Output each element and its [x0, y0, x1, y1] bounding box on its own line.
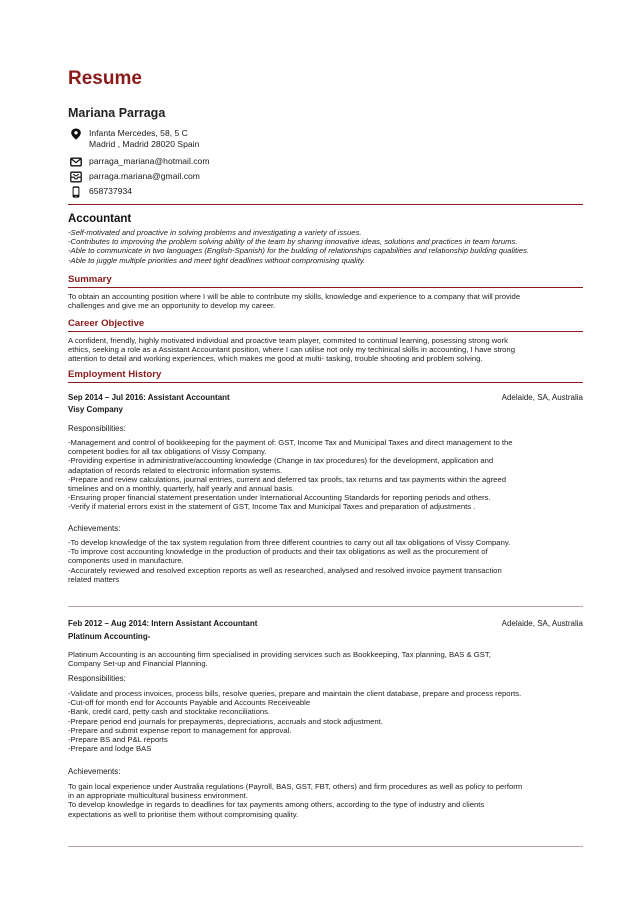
- list-item: timelines and on a monthly, quarterly, half yearly and annual basis.: [68, 484, 295, 494]
- headline-line: -Able to communicate in two languages (English-Spanish) for the building of relationships capabilities and relationship building qualities.: [68, 246, 530, 256]
- list-item: -Verify if material errors exist in the statement of GST, Income Tax and Municipal Taxes and preparation of adjustments .: [68, 502, 476, 512]
- divider: [68, 287, 583, 288]
- job-1-responsibilities: [68, 438, 583, 512]
- job-1-location: Adelaide, SA, Australia: [501, 393, 583, 402]
- list-item: -To improve cost accounting knowledge in the production of products and their tax obligations as well as the procurement of: [68, 547, 488, 557]
- location-pin-icon: [70, 128, 82, 140]
- list-item: -Prepare and submit expense report to management for approval.: [68, 725, 292, 735]
- list-item: -Management and control of bookkeeping for the payment of: GST, Income Tax and Municipal Taxes and direct management to the: [68, 438, 513, 447]
- envelope-icon: [70, 156, 82, 168]
- divider: [68, 606, 583, 607]
- list-item: To develop knowledge in regards to deadlines for tax payments among others, according to the type of industry and clients: [68, 800, 485, 810]
- list-item: components used in manufacture.: [68, 556, 184, 566]
- list-item: -Prepare BS and P&L reports: [68, 735, 168, 745]
- job-1-responsibilities-label: Responsibilities:: [68, 424, 126, 433]
- career-objective-text: [68, 336, 583, 364]
- resume-title: Resume: [68, 68, 142, 89]
- headline-line: -Able to juggle multiple priorities and meet tight deadlines without compromising quality.: [68, 255, 366, 265]
- divider: [68, 331, 583, 332]
- email-secondary[interactable]: parraga.mariana@gmail.com: [89, 171, 200, 181]
- list-item: in an appropriate multicultural business environment.: [68, 791, 248, 801]
- list-item: To gain local experience under Australia regulations (Payroll, BAS, GST, FBT, others) and firm procedures as well as policy to perform: [68, 782, 523, 791]
- phone-number[interactable]: 658737934: [89, 186, 133, 196]
- divider: [68, 204, 583, 205]
- job-2-description: [68, 650, 583, 668]
- list-item: -Providing expertise in administrative/accounting knowledge (Change in tax procedures) for the development, application and: [68, 456, 494, 466]
- summary-text: [68, 292, 583, 310]
- job-2-period-title: Feb 2012 – Aug 2014: Intern Assistant Accountant: [68, 619, 258, 628]
- summary-line: To obtain an accounting position where I will be able to contribute my skills, knowledge and experience to a company that will provide: [68, 292, 521, 301]
- mobile-phone-icon: [70, 186, 82, 198]
- objective-line: ethics, seeking a role as a Assistant Accountant position, where I can utilise not only my techinical skills in accounting, I have strong: [68, 345, 515, 355]
- list-item: related matters: [68, 574, 120, 584]
- description-line: Company Set-up and Financial Planning.: [68, 659, 208, 669]
- headline-line: -Contributes to improving the problem solving ability of the team by sharing innovative ideas, solutions and practices in team forums.: [68, 237, 518, 247]
- career-objective-heading: Career Objective: [68, 318, 145, 329]
- list-item: -Ensuring proper financial statement presentation under International Accounting Standards for reporting periods and others.: [68, 493, 491, 503]
- address-line-1: Infanta Mercedes, 58, 5 C: [89, 128, 188, 138]
- summary-line: challenges and give me an opportunity to develop my career.: [68, 301, 276, 311]
- description-line: Platinum Accounting is an accounting firm specialised in providing services such as Bookkeeping, Tax planning, BAS & GST,: [68, 650, 491, 659]
- list-item: expectations as well to prioritise them without compromising quality.: [68, 809, 299, 819]
- candidate-name: Mariana Parraga: [68, 106, 166, 120]
- job-2-achievements: [68, 782, 583, 819]
- list-item: -Prepare and lodge BAS: [68, 744, 152, 754]
- list-item: competent bodies for all tax obligations of Vissy Company.: [68, 447, 267, 457]
- list-item: -Prepare and review calculations, journal entries, current and deferred tax proofs, tax returns and tax payments within the agreed: [68, 474, 506, 484]
- headline-line: -Self-motivated and proactive in solving problems and investigating a variety of issues.: [68, 228, 362, 237]
- job-1-period-title: Sep 2014 – Jul 2016: Assistant Accountant: [68, 393, 230, 402]
- job-2-responsibilities: [68, 689, 583, 753]
- headline-bullets: [68, 228, 583, 265]
- employment-heading: Employment History: [68, 369, 162, 380]
- objective-line: A confident, friendly, highly motivated individual and proactive team player, commited to continual learning, posessing strong work: [68, 336, 508, 345]
- list-item: -Cut-off for month end for Accounts Payable and Accounts Receiveable: [68, 698, 311, 708]
- address-line-2: Madrid , Madrid 28020 Spain: [89, 139, 200, 149]
- email-primary[interactable]: parraga_mariana@hotmail.com: [89, 156, 210, 166]
- inbox-mail-icon: [70, 171, 82, 183]
- objective-line: attention to detail and working experiences, which makes me good at multi- tasking, trouble shooting and problem solving.: [68, 354, 483, 364]
- list-item: -Prepare period end journals for prepayments, depreciations, accruals and stock adjustment.: [68, 716, 383, 726]
- job-2-location: Adelaide, SA, Australia: [501, 619, 583, 628]
- list-item: -To develop knowledge of the tax system regulation from three different countries to carry out all tax obligations of Vissy Company.: [68, 538, 511, 547]
- list-item: adaptation of records related to electronic information systems.: [68, 465, 283, 475]
- job-1-achievements-label: Achievements:: [68, 524, 121, 533]
- list-item: -Bank, credit card, petty cash and stocktake reconciliations.: [68, 707, 271, 717]
- headline-title: Accountant: [68, 213, 132, 225]
- job-1-company: Visy Company: [68, 405, 123, 414]
- job-1-achievements: [68, 538, 583, 584]
- divider: [68, 382, 583, 383]
- divider: [68, 846, 583, 847]
- job-2-responsibilities-label: Responsibilities:: [68, 674, 126, 683]
- job-2-company: Platinum Accounting-: [68, 632, 151, 641]
- summary-heading: Summary: [68, 274, 112, 285]
- list-item: -Accurately reviewed and resolved exception reports as well as researched, analysed and resolved invoice payment transaction: [68, 565, 502, 575]
- job-2-achievements-label: Achievements:: [68, 767, 121, 776]
- list-item: -Validate and process invoices, process bills, resolve queries, prepare and maintain the client database, prepare and process reports.: [68, 689, 522, 698]
